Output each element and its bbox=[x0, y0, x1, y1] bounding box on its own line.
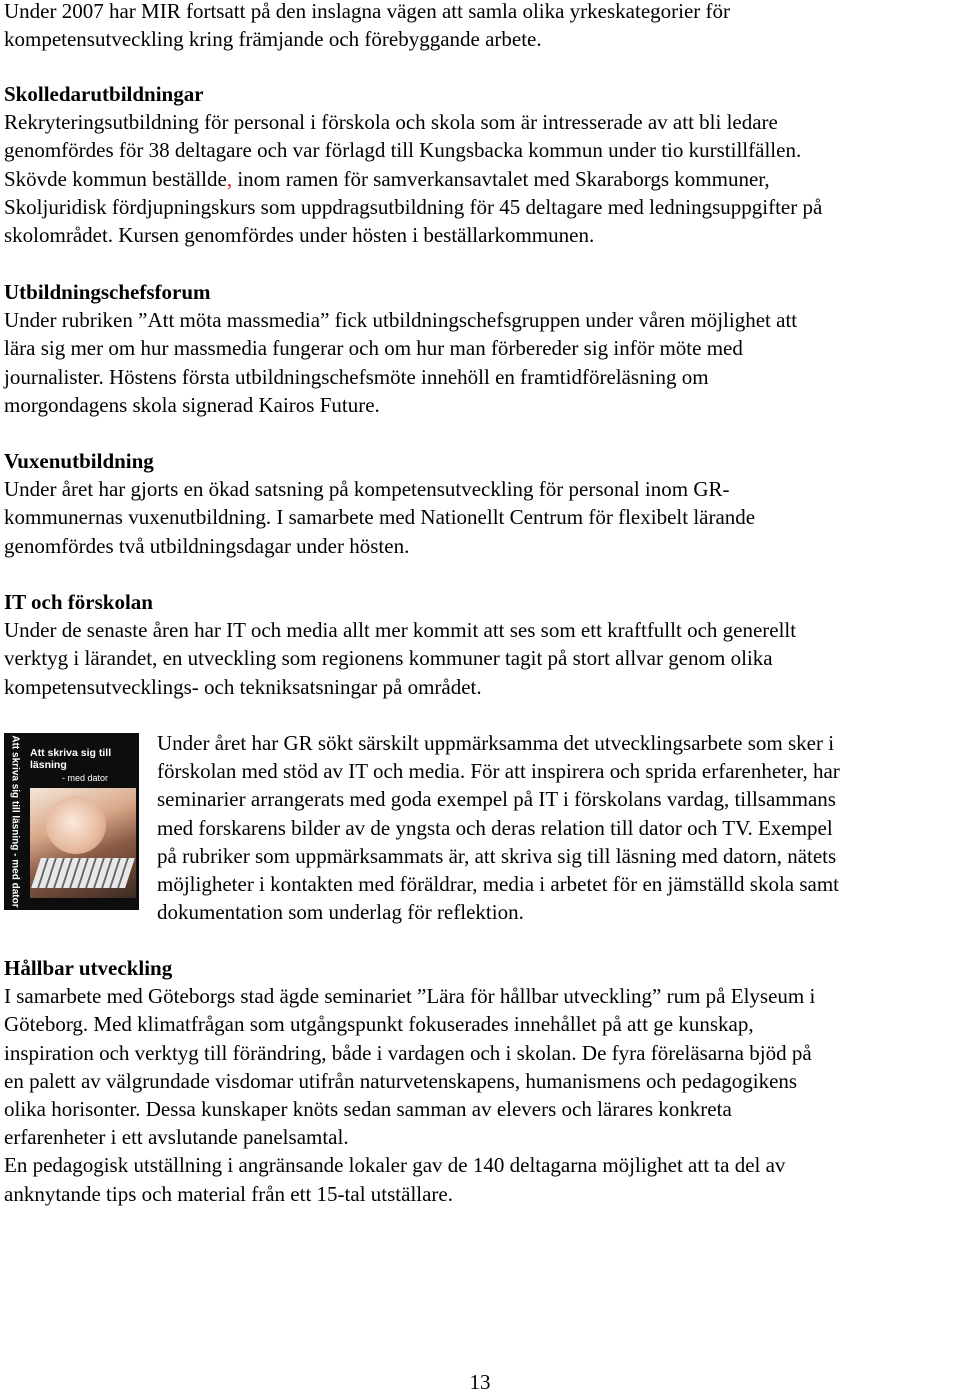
body-line bbox=[4, 165, 959, 193]
body-line: Under de senaste åren har IT och media allt mer kommit att ses som ett kraftfullt och generellt bbox=[4, 618, 797, 643]
intro-paragraph bbox=[4, 0, 959, 53]
body-line: skolområdet. Kursen genomfördes under hösten i beställarkommunen. bbox=[4, 223, 595, 248]
body-line: med forskarens bilder av de yngsta och deras relation till dator och TV. Exempel bbox=[157, 815, 833, 840]
body-line: dokumentation som underlag för reflektion. bbox=[157, 900, 524, 925]
section-heading: Skolledarutbildningar bbox=[4, 82, 204, 106]
intro-line: Under 2007 har MIR fortsatt på den inslagna vägen att samla olika yrkeskategorier för bbox=[4, 0, 731, 23]
body-line: genomfördes för 38 deltagare och var förlagd till Kungsbacka kommun under tio kurstillfällen. bbox=[4, 138, 802, 163]
body-line: kommunernas vuxenutbildning. I samarbete med Nationellt Centrum för flexibelt lärande bbox=[4, 505, 756, 530]
body-line: I samarbete med Göteborgs stad ägde seminariet ”Lära för hållbar utveckling” rum på Elyseum i bbox=[4, 984, 816, 1009]
book-spine: Att skriva sig till läsning - med dator bbox=[9, 735, 21, 908]
page-number: 13 bbox=[469, 1370, 491, 1394]
body-line: Skoljuridisk fördjupningskurs som uppdragsutbildning för 45 deltagare med ledningsuppgifter på bbox=[4, 194, 823, 219]
body-line: journalister. Höstens första utbildningschefsmöte innehöll en framtidföreläsning om bbox=[4, 364, 709, 389]
body-line: en palett av välgrundade visdomar utifrån naturvetenskapens, humanismens och pedagogikens bbox=[4, 1068, 798, 1093]
section-heading: Utbildningschefsforum bbox=[4, 280, 211, 304]
intro-line: kompetensutveckling kring främjande och förebyggande arbete. bbox=[4, 27, 542, 52]
body-line: inspiration och verktyg till förändring, både i vardagen och i skolan. De fyra föreläsarna bjöd på bbox=[4, 1040, 812, 1065]
book-title: Att skriva sig till läsning bbox=[30, 747, 112, 771]
section-it-forskolan bbox=[4, 588, 959, 701]
section-hallbar-utveckling bbox=[4, 954, 959, 1208]
body-line: Under året har GR sökt särskilt uppmärksamma det utvecklingsarbete som sker i bbox=[157, 731, 835, 755]
body-line: Under rubriken ”Att möta massmedia” fick utbildningschefsgruppen under våren möjlighet att bbox=[4, 308, 798, 333]
section-heading: Vuxenutbildning bbox=[4, 449, 154, 473]
body-text: Skövde kommun beställde bbox=[4, 166, 227, 191]
body-line: Göteborg. Med klimatfrågan som utgångspunkt fokuserades innehållet på att ge kunskap, bbox=[4, 1012, 754, 1037]
body-line: på rubriker som uppmärksammats är, att skriva sig till läsning med datorn, nätets bbox=[157, 843, 837, 868]
body-line: erfarenheter i ett avslutande panelsamtal. bbox=[4, 1125, 349, 1150]
it-side-paragraph bbox=[157, 729, 959, 926]
body-line: Under året har gjorts en ökad satsning på kompetensutveckling för personal inom GR- bbox=[4, 477, 730, 502]
body-line: genomfördes två utbildningsdagar under hösten. bbox=[4, 533, 410, 558]
section-vuxenutbildning bbox=[4, 447, 959, 560]
body-line: kompetensutvecklings- och tekniksatsningar på området. bbox=[4, 674, 482, 699]
keyboard-graphic bbox=[31, 858, 135, 888]
body-line: En pedagogisk utställning i angränsande lokaler gav de 140 deltagarna möjlighet att ta del av bbox=[4, 1153, 786, 1178]
child-face bbox=[46, 796, 106, 854]
book-cover-image bbox=[4, 733, 139, 910]
body-line: förskolan med stöd av IT och media. För att inspirera och sprida erfarenheter, har bbox=[157, 759, 840, 784]
body-line: verktyg i lärandet, en utveckling som regionens kommuner tagit på stort allvar genom olika bbox=[4, 646, 773, 671]
body-line: möjligheter i kontakten med föräldrar, media i arbetet för en jämställd skola samt bbox=[157, 872, 840, 897]
section-skolledarutbildningar bbox=[4, 80, 959, 249]
section-utbildningschefsforum bbox=[4, 278, 959, 419]
body-line: lära sig mer om hur massmedia fungerar och om hur man förbereder sig inför möte med bbox=[4, 336, 743, 361]
section-heading: IT och förskolan bbox=[4, 590, 153, 614]
book-subtitle: - med dator bbox=[62, 773, 109, 783]
body-line: Rekryteringsutbildning för personal i förskola och skola som är intresserade av att bli ledare bbox=[4, 110, 778, 135]
section-heading: Hållbar utveckling bbox=[4, 956, 173, 980]
child-photo bbox=[30, 788, 136, 898]
red-comma: , bbox=[226, 166, 233, 191]
body-text: inom ramen för samverkansavtalet med Skaraborgs kommuner, bbox=[232, 166, 770, 191]
body-line: morgondagens skola signerad Kairos Future. bbox=[4, 392, 380, 417]
body-line: seminarier arrangerats med goda exempel på IT i förskolans vardag, tillsammans bbox=[157, 787, 836, 812]
body-line: olika horisonter. Dessa kunskaper knöts sedan samman av elevers och lärares konkreta bbox=[4, 1097, 732, 1122]
body-line: anknytande tips och material från ett 15-tal utställare. bbox=[4, 1181, 453, 1206]
